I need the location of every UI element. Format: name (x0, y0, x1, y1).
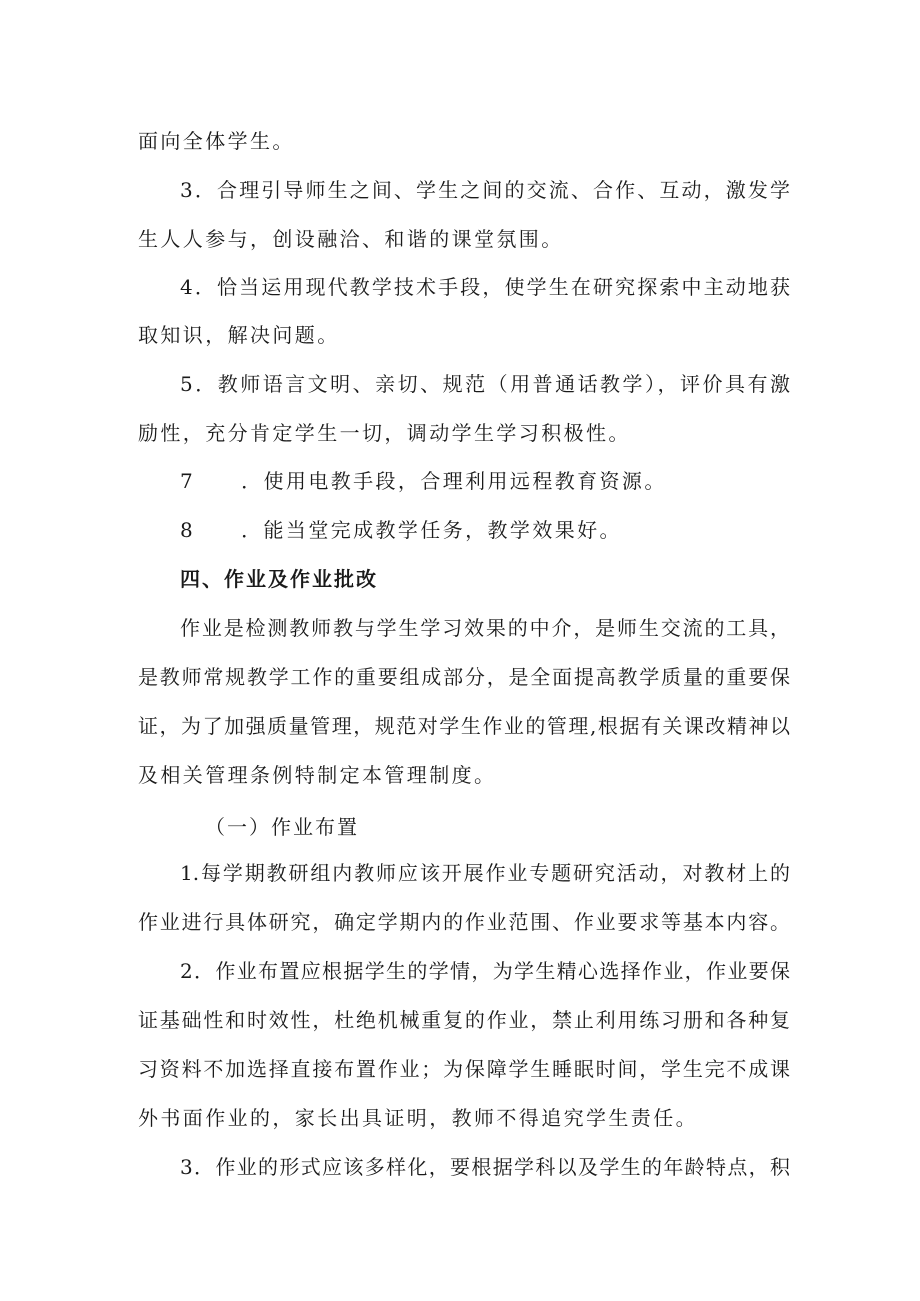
subsection-heading: （一）作业布置 (205, 815, 359, 839)
paragraph-line: 作业是检测教师教与学生学习效果的中介，是师生交流的工具， (180, 616, 790, 640)
text-line: 作业进行具体研究，确定学期内的作业范围、作业要求等基本内容。 (138, 910, 790, 934)
text-line: 面向全体学生。 (138, 129, 295, 153)
list-text: ．能当堂完成教学任务，教学效果好。 (241, 518, 622, 542)
list-item-4: 4．恰当运用现代教学技术手段，使学生在研究探索中主动地获 (180, 275, 790, 299)
text-line: 生人人参与，创设融洽、和谐的课堂氛围。 (138, 227, 564, 251)
section-heading: 四、作业及作业批改 (180, 567, 378, 591)
text-line: 外书面作业的，家长出具证明，教师不得追究学生责任。 (138, 1106, 698, 1130)
list-item-3b: 3．作业的形式应该多样化，要根据学科以及学生的年龄特点，积 (180, 1155, 790, 1179)
list-item-7 (180, 466, 790, 496)
list-number: 8 (180, 518, 196, 542)
text-line: 取知识，解决问题。 (138, 323, 340, 347)
list-item-2: 2．作业布置应根据学生的学情，为学生精心选择作业，作业要保 (180, 959, 790, 983)
text-line: 习资料不加选择直接布置作业；为保障学生睡眠时间，学生完不成课 (138, 1057, 790, 1081)
list-item-5: 5．教师语言文明、亲切、规范（用普通话教学），评价具有激 (180, 372, 790, 396)
list-text: ．使用电教手段，合理利用远程教育资源。 (241, 469, 667, 493)
list-item-8 (180, 515, 790, 545)
list-item-3: 3．合理引导师生之间、学生之间的交流、合作、互动，激发学 (180, 178, 790, 202)
paragraph-line: 是教师常规教学工作的重要组成部分，是全面提高教学质量的重要保 (138, 665, 790, 689)
paragraph-line: 及相关管理条例特制定本管理制度。 (138, 763, 497, 787)
text-line: 励性，充分肯定学生一切，调动学生学习积极性。 (138, 421, 631, 445)
list-item-1: 1.每学期教研组内教师应该开展作业专题研究活动，对教材上的 (180, 861, 790, 885)
paragraph-line: 证，为了加强质量管理，规范对学生作业的管理,根据有关课改精神以 (138, 714, 790, 738)
text-line: 证基础性和时效性，杜绝机械重复的作业，禁止利用练习册和各种复 (138, 1008, 790, 1032)
list-number: 7 (180, 469, 196, 493)
